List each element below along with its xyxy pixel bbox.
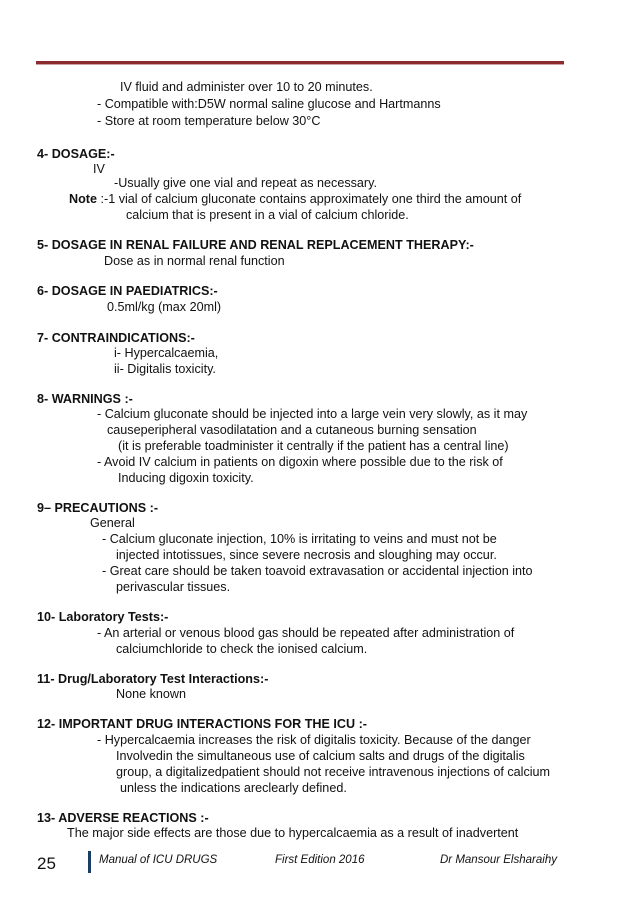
section-heading: 10- Laboratory Tests:- — [37, 610, 169, 624]
text-line: The major side effects are those due to hypercalcaemia as a result of inadvertent — [67, 826, 519, 840]
footer-manual-title: Manual of ICU DRUGS — [99, 854, 218, 866]
text-line: General — [90, 516, 135, 530]
section-heading: 5- DOSAGE IN RENAL FAILURE AND RENAL REPLACEMENT THERAPY:- — [37, 238, 474, 252]
note-label: Note — [69, 192, 97, 206]
section-heading: 9– PRECAUTIONS :- — [37, 501, 159, 515]
note-text: :-1 vial of calcium gluconate contains approximately one third the amount of — [97, 192, 522, 206]
header-rule-shadow — [36, 64, 564, 65]
text-line: i- Hypercalcaemia, — [114, 346, 219, 360]
section-heading: 11- Drug/Laboratory Test Interactions:- — [37, 672, 269, 686]
text-line: causeperipheral vasodilatation and a cutaneous burning sensation — [107, 423, 477, 437]
text-line: Inducing digoxin toxicity. — [118, 471, 254, 485]
text-line: - Hypercalcaemia increases the risk of digitalis toxicity. Because of the danger — [97, 733, 531, 747]
footer-edition: First Edition 2016 — [275, 854, 365, 866]
text-line: - Avoid IV calcium in patients on digoxin where possible due to the risk of — [97, 455, 503, 469]
text-line: 0.5ml/kg (max 20ml) — [107, 300, 222, 314]
text-line: calciumchloride to check the ionised calcium. — [116, 642, 368, 656]
text-line: (it is preferable toadminister it centrally if the patient has a central line) — [118, 439, 509, 453]
section-heading: 7- CONTRAINDICATIONS:- — [37, 331, 195, 345]
section-heading: 8- WARNINGS :- — [37, 392, 133, 406]
text-line: Dose as in normal renal function — [104, 254, 285, 268]
section-heading: 6- DOSAGE IN PAEDIATRICS:- — [37, 284, 218, 298]
text-line: - An arterial or venous blood gas should be repeated after administration of — [97, 626, 515, 640]
text-line: - Compatible with:D5W normal saline glucose and Hartmanns — [97, 97, 441, 111]
text-line: - Great care should be taken toavoid extravasation or accidental injection into — [102, 564, 533, 578]
text-line: Involvedin the simultaneous use of calcium salts and drugs of the digitalis — [116, 749, 525, 763]
footer-author: Dr Mansour Elsharaihy — [440, 854, 557, 866]
footer-divider — [88, 851, 91, 873]
text-line: group, a digitalizedpatient should not receive intravenous injections of calcium — [116, 765, 551, 779]
text-line: IV — [93, 162, 105, 176]
text-line: injected intotissues, since severe necrosis and sloughing may occur. — [116, 548, 497, 562]
text-line: calcium that is present in a vial of calcium chloride. — [126, 208, 409, 222]
text-line: unless the indications areclearly defined. — [120, 781, 347, 795]
section-heading: 12- IMPORTANT DRUG INTERACTIONS FOR THE ICU :- — [37, 717, 367, 731]
text-line: - Calcium gluconate should be injected into a large vein very slowly, as it may — [97, 407, 528, 421]
text-line: - Calcium gluconate injection, 10% is irritating to veins and must not be — [102, 532, 497, 546]
section-heading: 13- ADVERSE REACTIONS :- — [37, 811, 209, 825]
text-line: - Store at room temperature below 30°C — [97, 114, 321, 128]
note-line — [69, 191, 521, 207]
section-heading: 4- DOSAGE:- — [37, 147, 115, 161]
text-line: perivascular tissues. — [116, 580, 231, 594]
text-line: -Usually give one vial and repeat as necessary. — [114, 176, 377, 190]
text-line: IV fluid and administer over 10 to 20 minutes. — [120, 80, 373, 94]
page-number: 25 — [37, 854, 56, 873]
text-line: None known — [116, 687, 187, 701]
text-line: ii- Digitalis toxicity. — [114, 362, 216, 376]
